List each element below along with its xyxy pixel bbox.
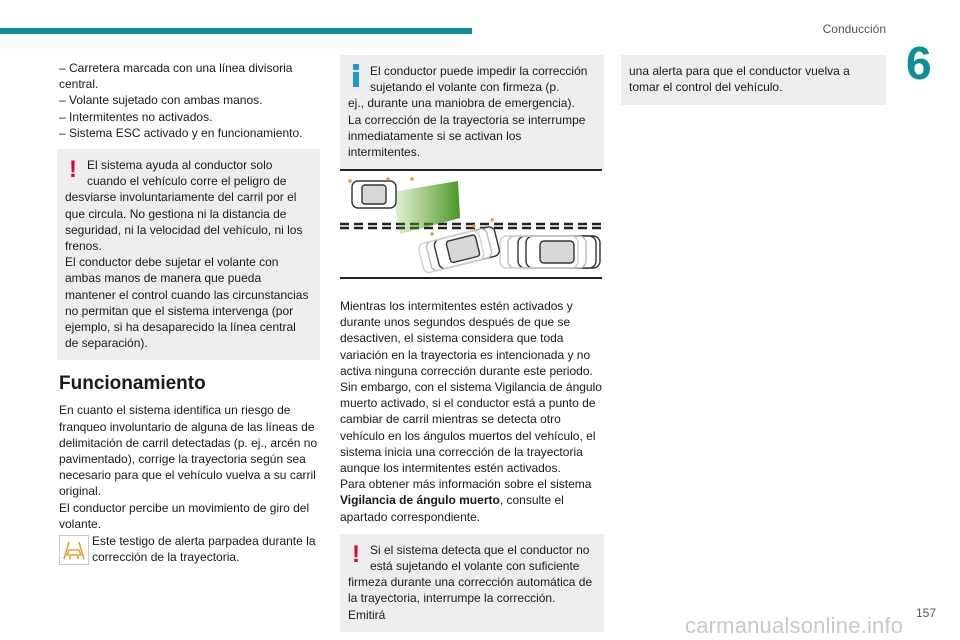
note-continuation (621, 55, 886, 105)
warning-note-lead: Si el sistema detecta que el conductor no está sujetando el volante con suficiente (370, 542, 590, 574)
conditions-list (59, 60, 322, 141)
body-paragraph: Sin embargo, con el sistema Vigilancia de ángulo muerto activado, si el conductor está a punto de cambiar de carril mientras se detecta otro vehículo en los ángulos muertos del vehículo, el sistema inicia una corrección de la trayectoria aunque los intermitentes estén activados. (340, 380, 602, 476)
body-paragraph: Mientras los intermitentes estén activados y durante unos segundos después de que se desactiven, el sistema considera que toda variación en la trayectoria es intencionada y no activa ninguna corrección durante este periodo. (340, 299, 593, 378)
info-note (340, 55, 604, 169)
list-item: – Carretera marcada con una línea divisoria central. (59, 61, 293, 92)
column-2 (340, 55, 604, 169)
warning-lamp-text: Este testigo de alerta parpadea durante la corrección de la trayectoria. (92, 534, 316, 565)
info-icon (352, 64, 359, 87)
column-2-body (340, 298, 606, 632)
warning-note-text: desviarse involuntariamente del carril por el que circula. No gestiona ni la distancia de seguridad, ni la velocidad del vehículo, ni los frenos. (65, 190, 303, 254)
lane-keeping-warning-lamp-icon (59, 535, 89, 565)
warning-note-text: firmeza durante una corrección automática de la trayectoria, interrumpe la corrección. Emitirá (348, 575, 593, 622)
blind-spot-reference: Vigilancia de ángulo muerto (340, 493, 500, 508)
warning-exclamation-icon: ! (352, 540, 360, 568)
watermark: carmanualsonline.info (685, 613, 904, 638)
warning-note-paragraph: El conductor debe sujetar el volante con ambas manos de manera que pueda mantener el control cuando las circunstancias no permitan que el sistema intervenga (por ejemplo, si ha desaparecido la línea central de separación). (65, 255, 309, 351)
body-paragraph-reference (340, 476, 606, 525)
note-continuation-text: una alerta para que el conductor vuelva a tomar el control del vehículo. (629, 64, 850, 95)
header-accent-bar (0, 28, 472, 34)
column-1 (59, 60, 322, 565)
column-3 (621, 55, 886, 105)
info-note-paragraph: La corrección de la trayectoria se interrumpe inmediatamente si se activan los intermitentes. (348, 112, 586, 160)
list-item: – Intermitentes no activados. (59, 109, 213, 124)
warning-note-lead: El sistema ayuda al conductor solo cuando el vehículo corre el peligro de (87, 158, 287, 189)
chapter-number: 6 (906, 37, 932, 89)
lane-correction-illustration (340, 168, 602, 280)
warning-note (57, 149, 320, 360)
info-note-text: ej., durante una maniobra de emergencia). (348, 96, 575, 111)
page-number: 157 (916, 606, 937, 620)
info-note-lead: El conductor puede impedir la corrección sujetando el volante con firmeza (p. (370, 64, 588, 95)
body-paragraph: El conductor percibe un movimiento de giro del volante. (59, 500, 310, 531)
chapter-title: Conducción (822, 22, 886, 36)
reference-text-end: , consulte el apartado correspondiente. (340, 493, 564, 524)
section-title: Funcionamiento (59, 373, 206, 395)
warning-lamp-row (59, 533, 322, 565)
list-item: – Sistema ESC activado y en funcionamiento. (59, 125, 303, 140)
list-item: – Volante sujetado con ambas manos. (59, 93, 263, 108)
warning-note (340, 534, 604, 632)
reference-text: Para obtener más información sobre el sistema (340, 477, 592, 492)
body-paragraph: En cuanto el sistema identifica un riesgo de franqueo involuntario de alguna de las líneas de delimitación de carril detectadas (p. ej., arcén no pavimentado), corrige la trayectoria según sea necesario para que el vehículo vuelva a su carril original. (59, 403, 318, 499)
warning-exclamation-icon: ! (69, 156, 77, 184)
